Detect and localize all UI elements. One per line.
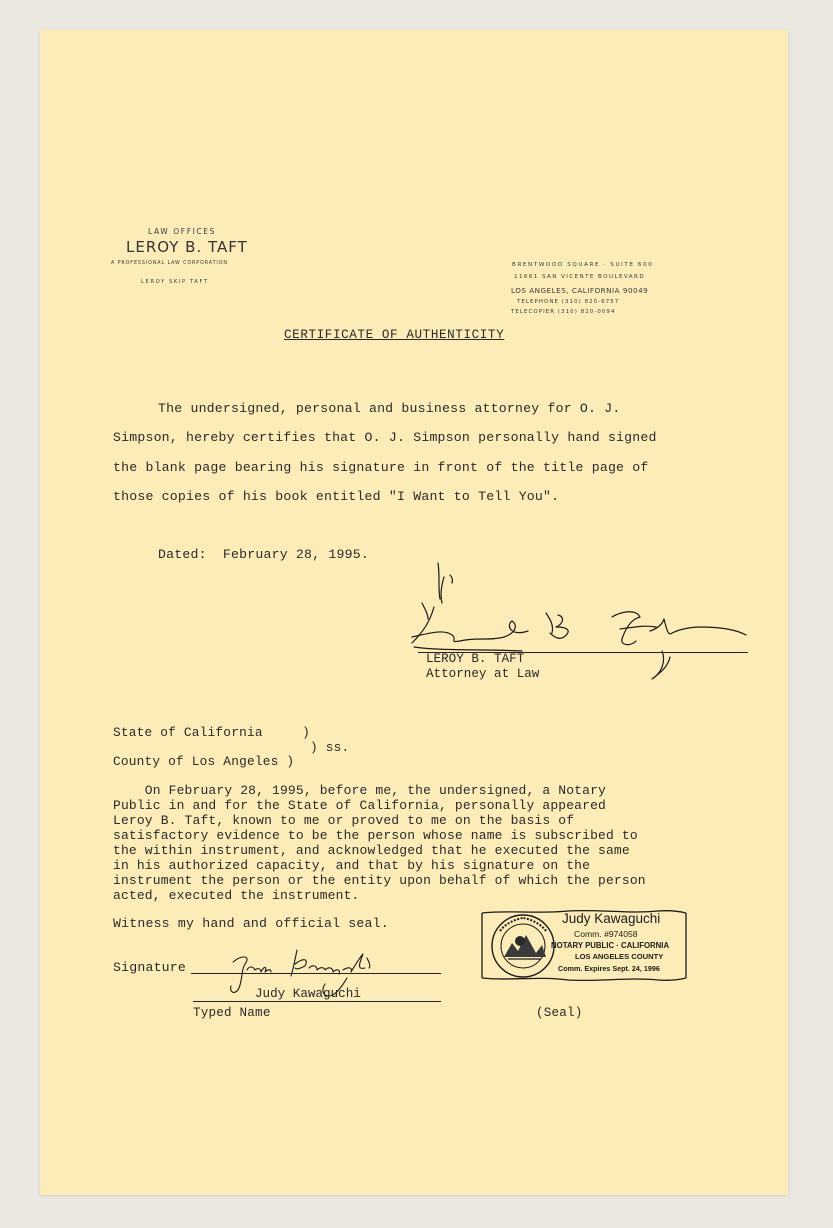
notary-stamp (478, 908, 690, 983)
letterhead-subname: LEROY SKIP TAFT (141, 279, 209, 285)
venue-state: State of California ) (113, 725, 310, 740)
letterhead-address-3: LOS ANGELES, CALIFORNIA 90049 (511, 286, 649, 295)
notary-line-1: On February 28, 1995, before me, the undersigned, a Notary (113, 783, 606, 798)
letterhead-address-5: TELECOPIER (310) 820-0094 (511, 309, 616, 315)
witness-line: Witness my hand and official seal. (113, 916, 389, 931)
seal-expires: Comm. Expires Sept. 24, 1996 (558, 964, 660, 973)
seal-comm: Comm. #974058 (574, 929, 638, 939)
letterhead-address-1: BRENTWOOD SQUARE · SUITE 600 (512, 262, 654, 268)
notary-line-8: acted, executed the instrument. (113, 888, 360, 903)
seal-name: Judy Kawaguchi (562, 911, 661, 926)
attorney-name: LEROY B. TAFT (426, 652, 525, 666)
attorney-title: Attorney at Law (426, 667, 540, 681)
typed-name: Judy Kawaguchi (255, 987, 361, 1001)
letterhead-address-2: 11661 SAN VICENTE BOULEVARD (514, 274, 646, 280)
venue-ss: ) ss. (310, 740, 350, 755)
body-line-4: those copies of his book entitled "I Want to Tell You". (113, 489, 560, 504)
letterhead-firm-name: LEROY B. TAFT (126, 238, 248, 256)
notary-line-2: Public in and for the State of California, personally appeared (113, 798, 606, 813)
body-line-3: the blank page bearing his signature in front of the title page of (113, 460, 649, 475)
notary-line-5: the within instrument, and acknowledged that he executed the same (113, 843, 630, 858)
notary-line-6: in his authorized capacity, and that by his signature on the (113, 858, 591, 873)
venue-county: County of Los Angeles ) (113, 754, 295, 769)
seal-county: LOS ANGELES COUNTY (575, 952, 664, 961)
notary-line-4: satisfactory evidence to be the person whose name is subscribed to (113, 828, 638, 843)
notary-line-3: Leroy B. Taft, known to me or proved to me on the basis of (113, 813, 575, 828)
dated-line: Dated: February 28, 1995. (158, 547, 369, 562)
signature-label: Signature (113, 960, 187, 975)
typed-name-label: Typed Name (193, 1006, 271, 1020)
letterhead-law-offices: LAW OFFICES (148, 227, 216, 236)
typed-name-line (193, 1001, 441, 1002)
seal-public: NOTARY PUBLIC · CALIFORNIA (551, 941, 670, 950)
body-line-2: Simpson, hereby certifies that O. J. Simpson personally hand signed (113, 430, 657, 445)
letterhead-address-4: TELEPHONE (310) 820-6757 (517, 299, 620, 305)
body-line-1: The undersigned, personal and business attorney for O. J. (158, 401, 621, 416)
state-seal-icon (490, 913, 556, 979)
seal-label: (Seal) (536, 1006, 583, 1020)
notary-line-7: instrument the person or the entity upon behalf of which the person (113, 873, 646, 888)
certificate-title: CERTIFICATE OF AUTHENTICITY (284, 328, 505, 342)
letterhead-corporation: A PROFESSIONAL LAW CORPORATION (111, 261, 228, 266)
